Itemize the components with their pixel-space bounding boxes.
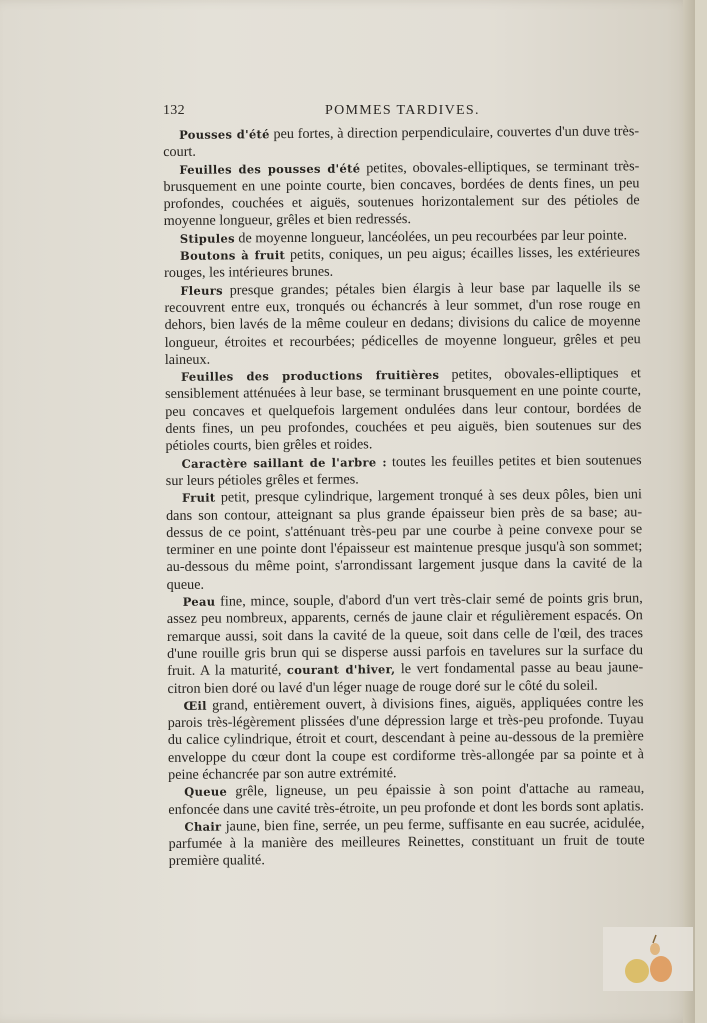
fruit-thumbnail-icon [603, 927, 693, 991]
paragraph-text: petits, coniques, un peu aigus; écailles lisses, les extérieures rouges, les intérieures brunes. [164, 244, 641, 282]
paragraph-chair [168, 815, 644, 871]
paragraph-text: petites, obovales-elliptiques et sensiblement atténuées à leur base, se terminant brusquement en une pointe courte, peu concaves et quelquefois largement ondulées dans leur contour, bordées de dents fines, un peu profondes, couchées et peu aiguës, bien soutenues sur des pétioles courts, bien grêles et roides. [165, 365, 642, 455]
paragraph-text: jaune, bien fine, serrée, un peu ferme, suffisante en eau sucrée, acidulée, parfumée à la manière des meilleures Reinettes, constituant un fruit de toute première qualité. [168, 815, 645, 870]
paragraph-peau [167, 590, 644, 698]
running-head: POMMES TARDIVES. [325, 103, 480, 118]
paragraph-text: fine, mince, souple, d'abord d'un vert très-clair semé de points gris brun, assez peu nombreux, apparents, cernés de jaune clair et régulièrement espacés. On remarque aussi, soit dans la cavité de la queue, soit dans celle de l'œil, des traces d'une rouille gris brun qui se disperse aussi parfois en tavelures sur la surface du fruit. A la maturité, [166, 590, 644, 680]
paragraph-caractere [166, 452, 642, 490]
term-label: Feuilles des productions fruitières [180, 367, 440, 385]
paragraph-fruit [166, 486, 643, 594]
term-label: Feuilles des pousses d'été [179, 161, 361, 177]
body-text [163, 123, 645, 870]
term-label: Œil [183, 698, 207, 713]
term-label: Peau [182, 594, 216, 609]
term-label: Chair [184, 819, 222, 834]
paragraph-pousses [163, 123, 639, 161]
paragraph-fleurs [164, 279, 641, 369]
paragraph-text: presque grandes; pétales bien élargis à leur base par laquelle ils se recouvrent entre eux, tronqués ou échancrés à leur sommet, d'un rose rouge en dehors, bien lavés de la même couleur en dedans; divisions du calice de moyenne longueur, étroites et recourbées; pédicelles de moyenne longueur, grêles et peu laineux. [164, 278, 641, 368]
paragraph-feuilles-pousses [163, 158, 640, 231]
paragraph-boutons [164, 244, 640, 282]
paragraph-oeil [167, 694, 644, 784]
page-number: 132 [163, 103, 185, 118]
paragraph-text: toutes les feuilles petites et bien soutenues sur leurs pétioles grêles et fermes. [165, 451, 642, 489]
paragraph-text: petit, presque cylindrique, largement tronqué à ses deux pôles, bien uni dans son contour, atteignant sa plus grande épaisseur bien près de sa base; au-dessus de ce point, s'atténuant très-peu par une courbe à peine convexe pour se terminer en une pointe dont l'épaisseur est maintenue presque jusqu'à son sommet; au-dessous du même point, s'arrondissant largement jusque dans la cavité de la queue. [165, 486, 643, 593]
paragraph-text: de moyenne longueur, lancéolées, un peu recourbées par leur pointe. [234, 227, 628, 247]
term-label: Fruit [181, 490, 216, 506]
term-label: Fleurs [180, 283, 223, 298]
inline-term-label: courant d'hiver, [286, 662, 396, 678]
paragraph-text: grand, entièrement ouvert, à divisions fines, aiguës, appliquées contre les parois très-légèrement plissées d'une dépression large et très-peu profonde. Tuyau du calice cylindrique, étroit et court, descendant à peine au-dessous de la première enveloppe du cœur dont la coupe est cordiforme très-allongée par sa pointe et à peine échancrée par son autre extrémité. [167, 694, 645, 783]
term-label: Caractère saillant de l'arbre : [181, 454, 387, 471]
term-label: Queue [184, 784, 228, 800]
page-edge [683, 0, 695, 1023]
paragraph-feuilles-productions [165, 365, 642, 455]
paragraph-text: petites, obovales-elliptiques, se terminant très-brusquement en une pointe courte, bien concaves, bordées de dents fines, un peu profondes, couchées et aiguës, soutenues horizontalement sur des pétioles de moyenne longueur, grêles et bien redressés. [163, 157, 640, 230]
paragraph-text: peu fortes, à direction perpendiculaire, couvertes d'un duve très-court. [163, 123, 640, 161]
term-label: Stipules [179, 231, 235, 246]
paragraph-queue [168, 781, 644, 819]
paragraph-text: grêle, ligneuse, un peu épaissie à son point d'attache au rameau, enfoncée dans une cavité très-étroite, un peu profonde et dont les bords sont aplatis. [168, 780, 645, 818]
term-label: Boutons à fruit [179, 248, 286, 263]
page-header [163, 103, 637, 123]
term-label: Pousses d'été [179, 127, 270, 142]
paragraph-text: le vert fondamental passe au beau jaune-citron bien doré ou lavé d'un léger nuage de rouge doré sur le côté du soleil. [167, 659, 644, 697]
